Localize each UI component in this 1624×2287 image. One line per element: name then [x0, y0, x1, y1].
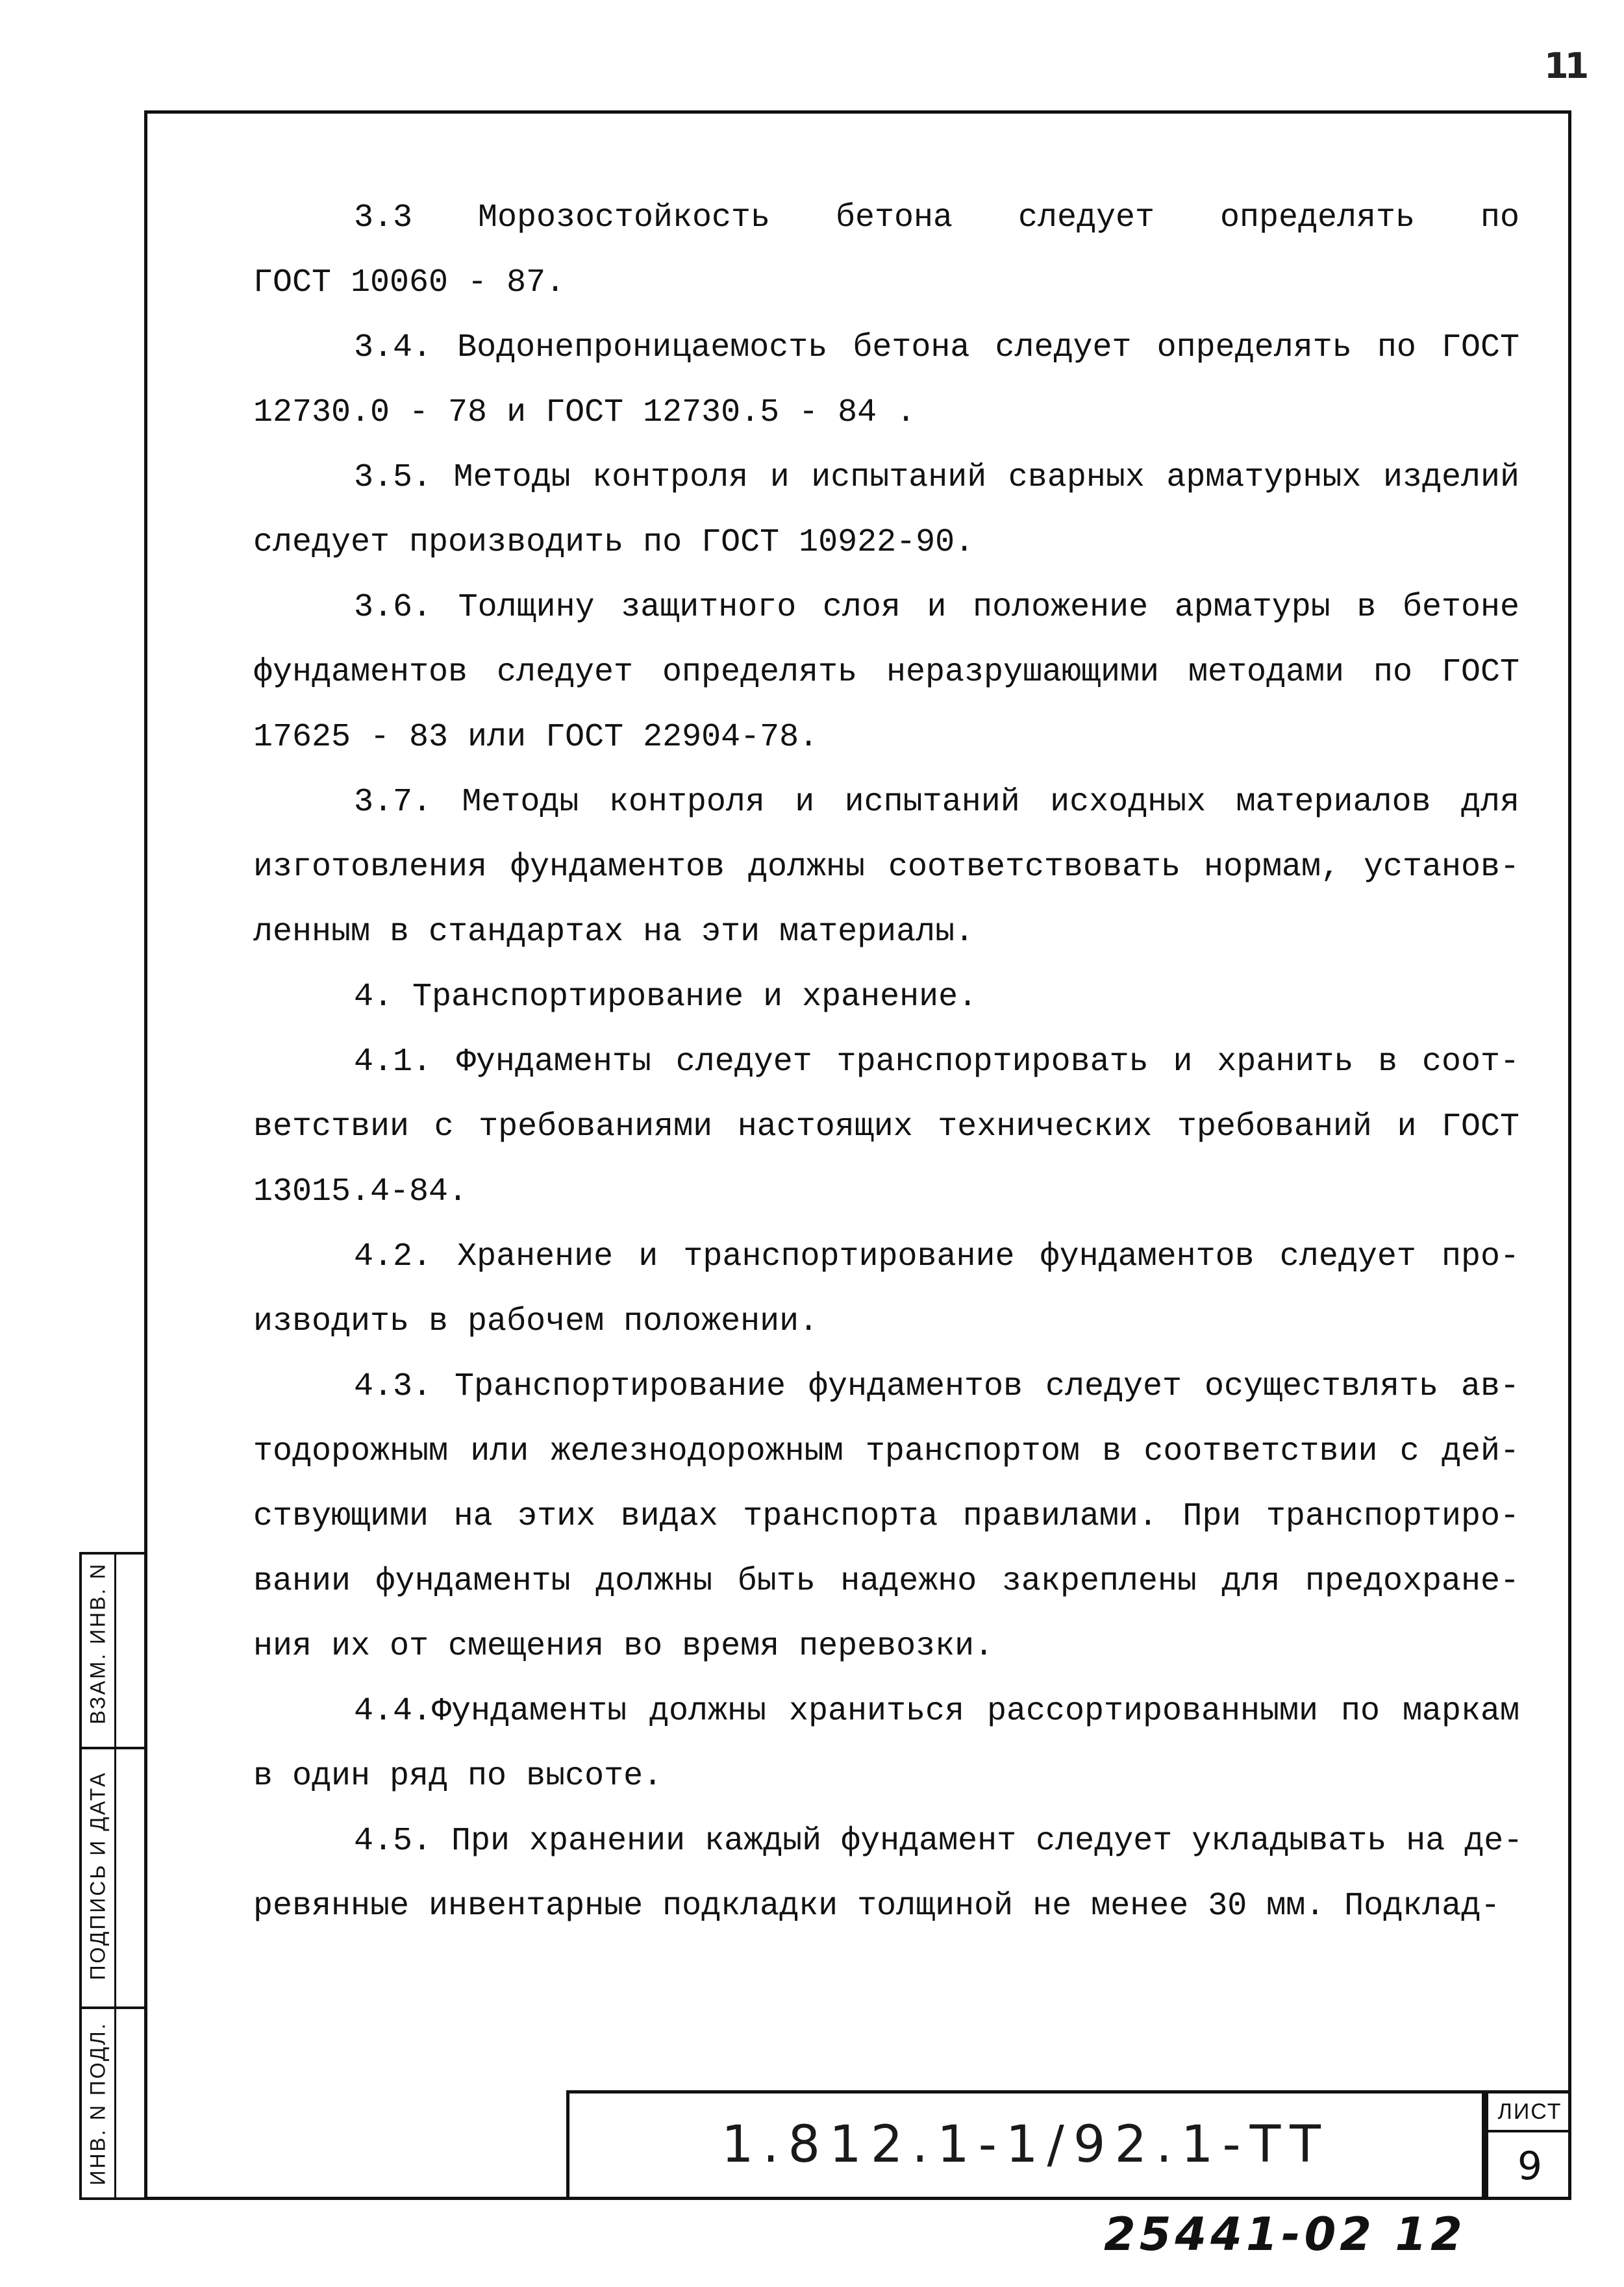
stamp-cell-vzam [82, 1555, 144, 1749]
top-page-number: 11 [1544, 45, 1586, 86]
paragraph [253, 965, 1519, 1030]
paragraph [253, 1809, 1523, 1939]
paragraph [253, 316, 1519, 445]
sheet-label: ЛИСТ [1488, 2093, 1571, 2132]
text-line: изводить в рабочем положении. [253, 1303, 819, 1340]
paragraph [253, 575, 1519, 770]
margin-stamp [79, 1552, 144, 2200]
text-line: 4.3. Транспортирование фундаментов следует осуществлять ав- [354, 1368, 1519, 1405]
paragraph [253, 445, 1519, 575]
text-line: 3.5. Методы контроля и испытаний сварных арматурных изделий [354, 459, 1519, 496]
text-line: 3.4. Водонепроницаемость бетона следует определять по ГОСТ [354, 329, 1519, 366]
text-line: 13015.4-84. [253, 1173, 468, 1210]
stamp-label-vzam-inv: ВЗАМ. ИНВ. N [86, 1562, 110, 1725]
text-line: 3.6. Толщину защитного слоя и положение арматуры в бетоне [354, 589, 1519, 626]
text-line: 4.1. Фундаменты следует транспортировать и хранить в соот- [354, 1044, 1519, 1081]
text-line: 4.5. При хранении каждый фундамент следует укладывать на де- [354, 1823, 1523, 1860]
stamp-cell-podpis [82, 1749, 144, 2009]
text-line: вании фундаменты должны быть надежно закреплены для предохране- [253, 1563, 1519, 1600]
paragraph [253, 1355, 1519, 1679]
stamp-cell-inv [82, 2009, 144, 2200]
text-line: 4. Транспортирование и хранение. [354, 979, 978, 1016]
text-line: изготовления фундаментов должны соответствовать нормам, установ- [253, 849, 1519, 886]
paragraph [253, 1679, 1519, 1809]
text-line: ГОСТ 10060 - 87. [253, 264, 566, 301]
text-line: 4.4.Фундаменты должны храниться рассортированными по маркам [354, 1693, 1519, 1730]
paragraph [253, 1030, 1519, 1225]
text-line: в один ряд по высоте. [253, 1758, 663, 1795]
text-line: 12730.0 - 78 и ГОСТ 12730.5 - 84 . [253, 394, 916, 431]
text-line: следует производить по ГОСТ 10922-90. [253, 524, 975, 561]
text-line: ствующими на этих видах транспорта правилами. При транспортиро- [253, 1498, 1519, 1535]
text-line: ветствии с требованиями настоящих технических требований и ГОСТ [253, 1108, 1519, 1145]
text-line: тодорожным или железнодорожным транспортом в соответствии с дей- [253, 1433, 1519, 1470]
text-line: 3.3 Морозостойкость бетона следует определять по [354, 199, 1519, 236]
paragraph [253, 186, 1519, 316]
document-code: 1.812.1-1/92.1-ТТ [721, 2116, 1330, 2174]
sheet-box [1485, 2090, 1571, 2200]
document-body [253, 186, 1523, 1939]
paragraph [253, 770, 1519, 965]
paragraph [253, 1225, 1519, 1355]
stamp-label-podpis-data: ПОДПИСЬ И ДАТА [86, 1771, 110, 1981]
stamp-label-inv-podl: ИНВ. N ПОДЛ. [86, 2021, 110, 2186]
archive-number: 25441-02 12 [1104, 2208, 1466, 2261]
text-line: 4.2. Хранение и транспортирование фундаментов следует про- [354, 1238, 1519, 1275]
text-line: 3.7. Методы контроля и испытаний исходных материалов для [354, 784, 1519, 821]
title-block [566, 2090, 1485, 2200]
text-line: фундаментов следует определять неразрушающими методами по ГОСТ [253, 654, 1519, 691]
text-line: 17625 - 83 или ГОСТ 22904-78. [253, 719, 819, 756]
sheet-number: 9 [1517, 2143, 1543, 2189]
text-line: ревянные инвентарные подкладки толщиной не менее 30 мм. Подклад- [253, 1888, 1501, 1925]
text-line: ленным в стандартах на эти материалы. [253, 914, 975, 951]
text-line: ния их от смещения во время перевозки. [253, 1628, 994, 1665]
